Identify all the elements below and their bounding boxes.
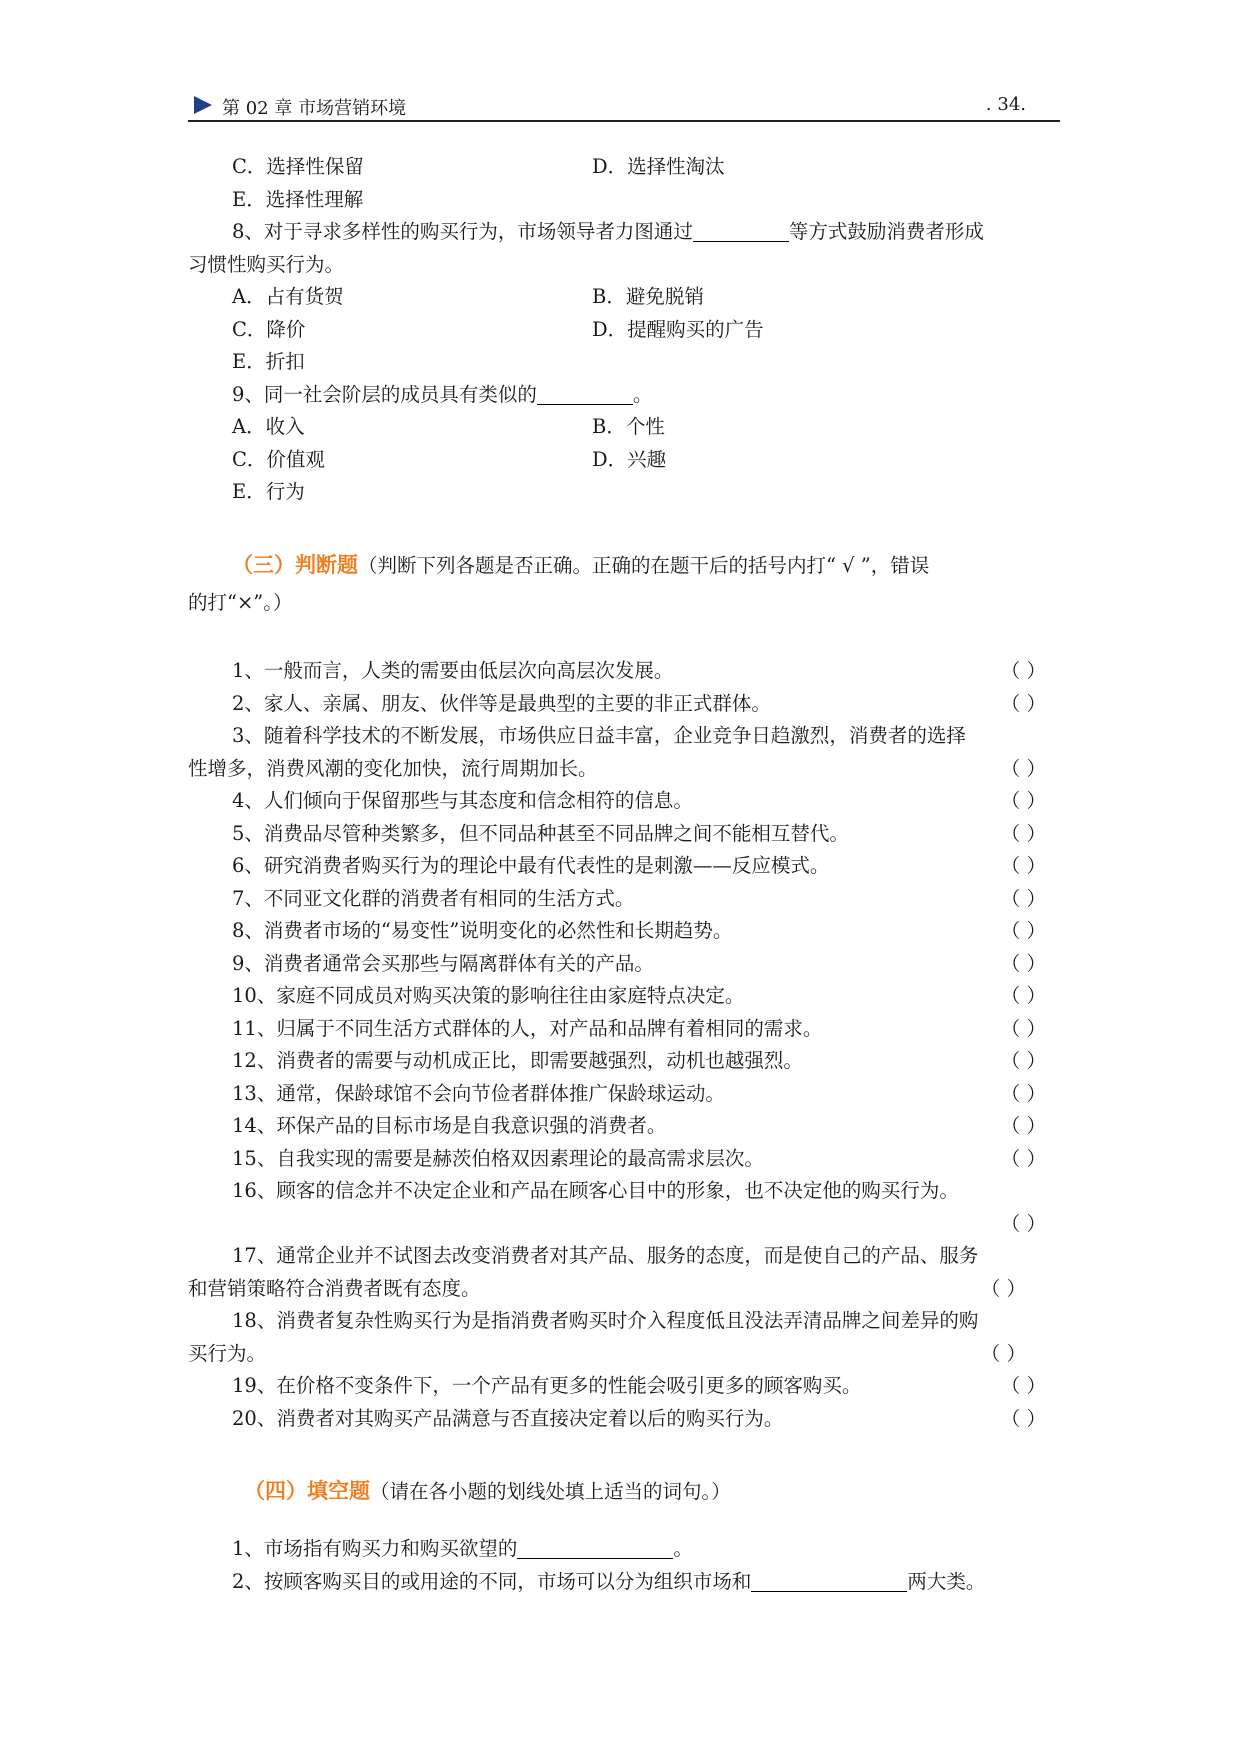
q9-option-a: A．收入 xyxy=(232,415,305,438)
q9-option-d: D．兴趣 xyxy=(592,447,667,471)
q9-option-b: B．个性 xyxy=(592,415,665,438)
q9-option-e: E．行为 xyxy=(232,480,305,503)
answer-paren: （ ） xyxy=(1000,951,1046,975)
answer-paren: （ ） xyxy=(1000,1374,1046,1397)
judgement-item-cont: 和营销策略符合消费者既有态度。 （ ） xyxy=(188,1273,1060,1306)
judgement-item: 7、不同亚文化群的消费者有相同的生活方式。 （ ） xyxy=(188,883,1060,916)
judgement-item: 12、消费者的需要与动机成正比，即需要越强烈，动机也越强烈。 （ ） xyxy=(188,1045,1060,1078)
judgement-item: 8、消费者市场的“易变性”说明变化的必然性和长期趋势。 （ ） xyxy=(188,915,1060,948)
answer-paren: （ ） xyxy=(1000,984,1046,1007)
section-4-instruction: （请在各小题的划线处填上适当的词句。） xyxy=(370,1480,731,1503)
answer-paren: （ ） xyxy=(1000,1146,1046,1170)
judgement-item: 14、环保产品的目标市场是自我意识强的消费者。 （ ） xyxy=(188,1110,1060,1143)
judgement-item: 15、自我实现的需要是赫茨伯格双因素理论的最高需求层次。 （ ） xyxy=(188,1143,1060,1176)
judgement-item: 18、消费者复杂性购买行为是指消费者购买时介入程度低且没法弄清品牌之间差异的购 xyxy=(232,1309,979,1332)
answer-paren: （ ） xyxy=(980,1341,1026,1365)
answer-paren: （ ） xyxy=(1000,919,1046,942)
judgement-item: 16、顾客的信念并不决定企业和产品在顾客心目中的形象，也不决定他的购买行为。 xyxy=(232,1179,959,1202)
q8-option-a: A．占有货贺 xyxy=(232,285,344,308)
judgement-item: 6、研究消费者购买行为的理论中最有代表性的是刺激——反应模式。 （ ） xyxy=(188,850,1060,883)
chapter-title: 第 02 章 市场营销环境 xyxy=(222,98,407,119)
option-e: E．选择性理解 xyxy=(232,187,364,211)
answer-paren: （ ） xyxy=(1000,854,1046,877)
answer-paren: （ ） xyxy=(1000,1114,1046,1137)
q8-option-d: D．提醒购买的广告 xyxy=(592,317,764,341)
judgement-item: 10、家庭不同成员对购买决策的影响往往由家庭特点决定。 （ ） xyxy=(188,980,1060,1013)
judgement-item: 5、消费品尽管种类繁多，但不同品种甚至不同品牌之间不能相互替代。 （ ） xyxy=(188,818,1060,851)
judgement-item: 4、人们倾向于保留那些与其态度和信念相符的信息。 （ ） xyxy=(188,785,1060,818)
judgement-item: 9、消费者通常会买那些与隔离群体有关的产品。 （ ） xyxy=(188,948,1060,981)
judgement-item: 3、随着科学技术的不断发展，市场供应日益丰富，企业竞争日趋激烈，消费者的选择 xyxy=(232,724,966,747)
q8-option-e: E．折扣 xyxy=(232,350,305,373)
page-header xyxy=(188,90,1060,122)
question-8-cont: 习惯性购买行为。 xyxy=(188,252,345,276)
fill-item: 1、市场指有购买力和购买欲望的 。 xyxy=(232,1537,693,1560)
option-c: C．选择性保留 xyxy=(232,155,364,178)
answer-paren: （ ） xyxy=(1000,691,1046,715)
answer-paren: （ ） xyxy=(1000,659,1046,682)
section-3-instruction-cont: 的打“×”。） xyxy=(188,591,293,614)
section-4-label: （四）填空题 xyxy=(244,1479,370,1503)
section-3-heading xyxy=(188,546,1060,622)
q7-options xyxy=(188,151,1060,509)
judgement-item: 17、通常企业并不试图去改变消费者对其产品、服务的态度，而是使自己的产品、服务 xyxy=(232,1244,979,1267)
answer-blank xyxy=(537,382,633,405)
answer-paren: （ ） xyxy=(1000,1211,1046,1235)
answer-paren: （ ） xyxy=(980,1276,1026,1300)
judgement-item-cont: 买行为。 （ ） xyxy=(188,1338,1060,1371)
answer-blank xyxy=(693,219,789,242)
question-8: 8、对于寻求多样性的购买行为，市场领导者力图通过 等方式鼓励消费者形成 xyxy=(232,220,984,243)
section-4-heading xyxy=(188,1472,1060,1510)
judgement-item-cont: 性增多，消费风潮的变化加快，流行周期加长。 （ ） xyxy=(188,753,1060,786)
answer-paren: （ ） xyxy=(1000,1016,1046,1040)
answer-blank xyxy=(751,1569,907,1592)
q8-option-c: C．降价 xyxy=(232,317,306,341)
q9-option-c: C．价值观 xyxy=(232,447,325,471)
answer-blank xyxy=(517,1536,673,1559)
play-arrow-icon xyxy=(194,96,212,114)
section-3-instruction: （判断下列各题是否正确。正确的在题干后的括号内打“ √ ”，错误 xyxy=(358,554,930,577)
answer-paren: （ ） xyxy=(1000,756,1046,780)
answer-paren: （ ） xyxy=(1000,886,1046,910)
question-9: 9、同一社会阶层的成员具有类似的 。 xyxy=(232,382,653,406)
q8-option-b: B．避免脱销 xyxy=(592,285,704,308)
judgement-item: 11、归属于不同生活方式群体的人，对产品和品牌有着相同的需求。 （ ） xyxy=(188,1013,1060,1046)
answer-paren: （ ） xyxy=(1000,1081,1046,1105)
answer-paren: （ ） xyxy=(1000,1049,1046,1072)
judgement-item: 13、通常，保龄球馆不会向节俭者群体推广保龄球运动。 （ ） xyxy=(188,1078,1060,1111)
fill-item: 2、按顾客购买目的或用途的不同，市场可以分为组织市场和 两大类。 xyxy=(232,1569,986,1593)
answer-paren: （ ） xyxy=(1000,789,1046,812)
fill-blank-list xyxy=(188,1533,1060,1598)
judgement-item: 19、在价格不变条件下，一个产品有更多的性能会吸引更多的顾客购买。 （ ） xyxy=(188,1370,1060,1403)
judgement-item: 20、消费者对其购买产品满意与否直接决定着以后的购买行为。 （ ） xyxy=(188,1403,1060,1436)
page-number: . 34. xyxy=(985,94,1026,115)
answer-paren: （ ） xyxy=(1000,1406,1046,1430)
judgement-list xyxy=(188,655,1060,1435)
judgement-item: 1、一般而言，人类的需要由低层次向高层次发展。 （ ） xyxy=(188,655,1060,688)
judgement-item-paren-line xyxy=(188,1208,1060,1241)
section-3-label: （三）判断题 xyxy=(232,553,358,577)
option-d: D．选择性淘汰 xyxy=(592,155,725,178)
answer-paren: （ ） xyxy=(1000,821,1046,845)
judgement-item: 2、家人、亲属、朋友、伙伴等是最典型的主要的非正式群体。 （ ） xyxy=(188,688,1060,721)
